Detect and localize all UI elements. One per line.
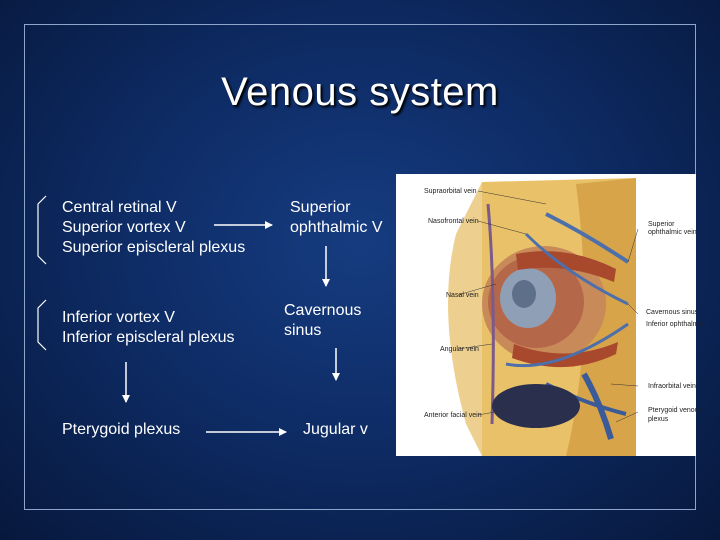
infraorbital-vein-label: Infraorbital vein: [648, 383, 696, 390]
inferior-episcleral-plexus-label: Inferior episcleral plexus: [62, 329, 235, 346]
jugular-vein-node: Jugular v: [303, 421, 368, 438]
lower-group-bracket: [38, 300, 46, 350]
slide-title: Venous system: [221, 70, 499, 114]
superior-episcleral-plexus-label: Superior episcleral plexus: [62, 239, 246, 256]
angular-vein-label: Angular vein: [440, 346, 479, 353]
anterior-facial-vein-label: Anterior facial vein: [424, 412, 482, 419]
nasal-vein-label: Nasal vein: [446, 292, 479, 299]
upper-group-bracket: [38, 196, 46, 264]
cavernous-line1: Cavernous: [284, 302, 362, 319]
central-retinal-vein-label: Central retinal V: [62, 199, 177, 216]
inferior-ophthalmic-label: Inferior ophthalmic: [646, 321, 704, 328]
orbital-veins-illustration: [396, 174, 704, 456]
superior-ophthalmic-vein-label-1: Superior: [648, 221, 675, 228]
superior-vortex-vein-label: Superior vortex V: [62, 219, 186, 236]
pterygoid-plexus-node: Pterygoid plexus: [62, 421, 181, 438]
inferior-vortex-vein-label: Inferior vortex V: [62, 309, 175, 326]
pterygoid-venous-label-2: plexus: [648, 416, 669, 423]
superior-ophthalmic-line2: ophthalmic V: [290, 219, 383, 236]
cavernous-line2: sinus: [284, 322, 322, 339]
supraorbital-vein-label: Supraorbital vein: [424, 188, 477, 195]
superior-ophthalmic-vein-label-2: ophthalmic vein: [648, 229, 697, 236]
superior-ophthalmic-line1: Superior: [290, 199, 351, 216]
nasofrontal-vein-label: Nasofrontal vein: [428, 218, 479, 225]
pterygoid-venous-label-1: Pterygoid venous: [648, 407, 703, 414]
cavernous-sinus-figure-label: Cavernous sinus: [646, 309, 699, 316]
